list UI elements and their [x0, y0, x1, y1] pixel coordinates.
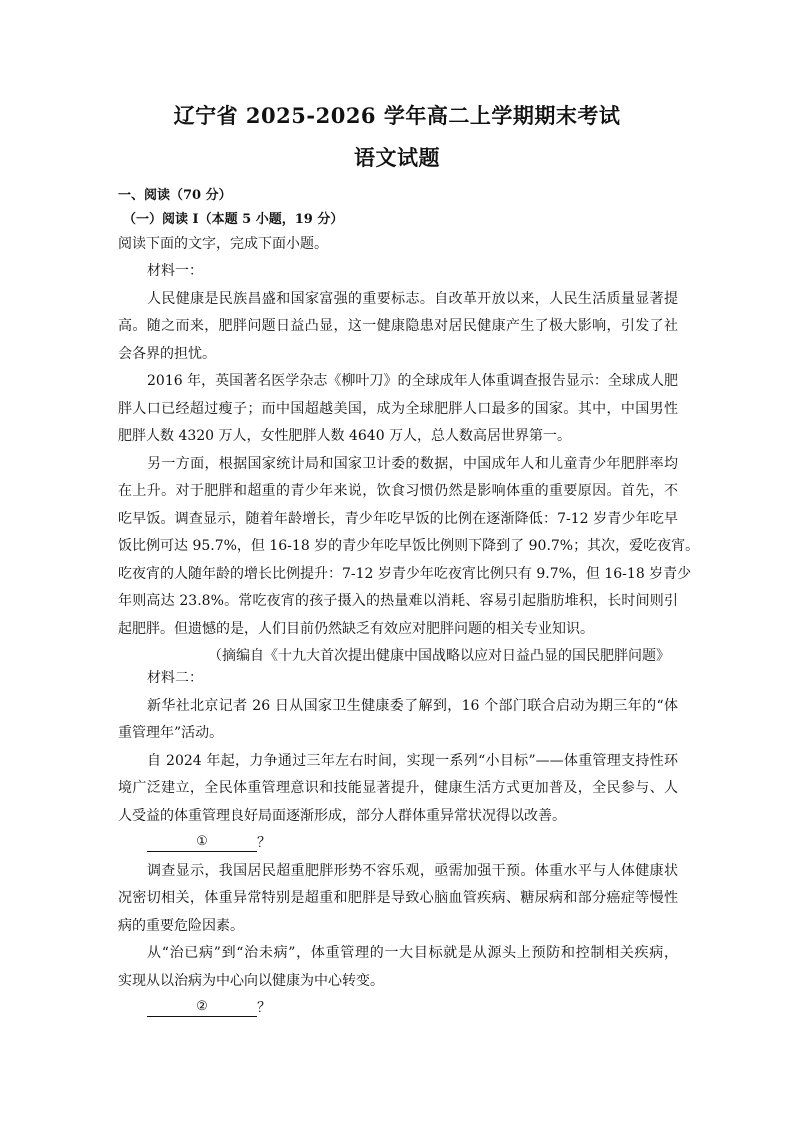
- paragraph-line: 另一方面，根据国家统计局和国家卫计委的数据，中国成年人和儿童青少年肥胖率均: [147, 455, 678, 472]
- blank-number-one: ①: [196, 834, 208, 849]
- blank-number-two: ②: [196, 999, 208, 1014]
- paragraph-line: 吃夜宵的人随年龄的增长比例提升：7-12 岁青少年吃夜宵比例只有 9.7%，但 16-18 岁青少: [118, 565, 692, 582]
- paragraph-line: 重管理年”活动。: [118, 725, 224, 741]
- exam-title: 辽宁省 2025-2026 学年高二上学期期末考试: [173, 103, 621, 128]
- blank-underline-one[interactable]: [147, 832, 257, 852]
- paragraph-line: 自 2024 年起，力争通过三年左右时间，实现一系列“小目标”——体重管理支持性环: [147, 752, 678, 769]
- paragraph-line: 吃早饭。调查显示，随着年龄增长，青少年吃早饭的比例在逐渐降低：7-12 岁青少年吃早: [118, 510, 678, 527]
- paragraph-line: 在上升。对于肥胖和超重的青少年来说，饮食习惯仍然是影响体重的重要原因。首先，不: [118, 483, 678, 499]
- paragraph-line: 况密切相关，体重异常特别是超重和肥胖是导致心脑血管疾病、糖尿病和部分癌症等慢性: [118, 890, 678, 906]
- paragraph-line: 2016 年，英国著名医学杂志《柳叶刀》的全球成年人体重调查报告显示：全球成人肥: [147, 373, 678, 389]
- paragraph-line: 饭比例可达 95.7%，但 16-18 岁的青少年吃早饭比例则下降到了 90.7%；其次，爱吃夜宵。: [118, 538, 700, 554]
- material-two: [118, 665, 678, 1023]
- subsection-heading-reading-one: （一）阅读 I（本题 5 小题，19 分）: [123, 212, 344, 227]
- paragraph-line: 肥胖人数 4320 万人，女性肥胖人数 4640 万人，总人数高居世界第一。: [118, 428, 572, 444]
- paragraph-line: 病的重要危险因素。: [118, 917, 244, 934]
- blank-question-mark: ？: [257, 1000, 271, 1016]
- material-one: [118, 258, 700, 671]
- blank-underline-two[interactable]: [147, 997, 257, 1017]
- paragraph-line: 调查显示，我国居民超重肥胖形势不容乐观，亟需加强干预。体重水平与人体健康状: [147, 862, 678, 879]
- material-one-source: （摘编自《十九大首次提出健康中国战略以应对日益凸显的国民肥胖问题》: [208, 648, 670, 664]
- paragraph-line: 年则高达 23.8%。常吃夜宵的孩子摄入的热量难以消耗、容易引起脂肪堆积，长时间则引: [118, 593, 678, 609]
- paragraph-line: 实现从以治病为中心向以健康为中心转变。: [118, 972, 384, 989]
- paragraph-line: 新华社北京记者 26 日从国家卫生健康委了解到，16 个部门联合启动为期三年的“体: [147, 697, 678, 714]
- paragraph-line: 起肥胖。但遗憾的是，人们目前仍然缺乏有效应对肥胖问题的相关专业知识。: [118, 620, 594, 637]
- reading-instruction: 阅读下面的文字，完成下面小题。: [118, 236, 328, 252]
- paragraph-line: 人民健康是民族昌盛和国家富强的重要标志。自改革开放以来，人民生活质量显著提: [147, 290, 678, 307]
- material-one-label: 材料一：: [147, 263, 203, 279]
- paragraph-line: 胖人口已经超过瘦子；而中国超越美国，成为全球肥胖人口最多的国家。其中，中国男性: [118, 400, 678, 417]
- fill-blank-two[interactable]: [118, 995, 678, 1023]
- section-heading-reading: 一、阅读（70 分）: [118, 188, 232, 203]
- exam-subtitle: 语文试题: [354, 145, 440, 170]
- paragraph-line: 会各界的担忧。: [118, 345, 216, 362]
- blank-question-mark: ？: [257, 835, 271, 851]
- fill-blank-one[interactable]: [118, 830, 678, 858]
- paragraph-line: 境广泛建立，全民体重管理意识和技能显著提升，健康生活方式更加普及，全民参与、人: [118, 780, 678, 796]
- paragraph-line: 人受益的体重管理良好局面逐渐形成，部分人群体重异常状况得以改善。: [118, 807, 566, 824]
- paragraph-line: 高。随之而来，肥胖问题日益凸显，这一健康隐患对居民健康产生了极大影响，引发了社: [118, 318, 678, 334]
- paragraph-line: 从“治已病”到“治未病”，体重管理的一大目标就是从源头上预防和控制相关疾病，: [147, 945, 678, 961]
- material-two-label: 材料二：: [147, 670, 203, 686]
